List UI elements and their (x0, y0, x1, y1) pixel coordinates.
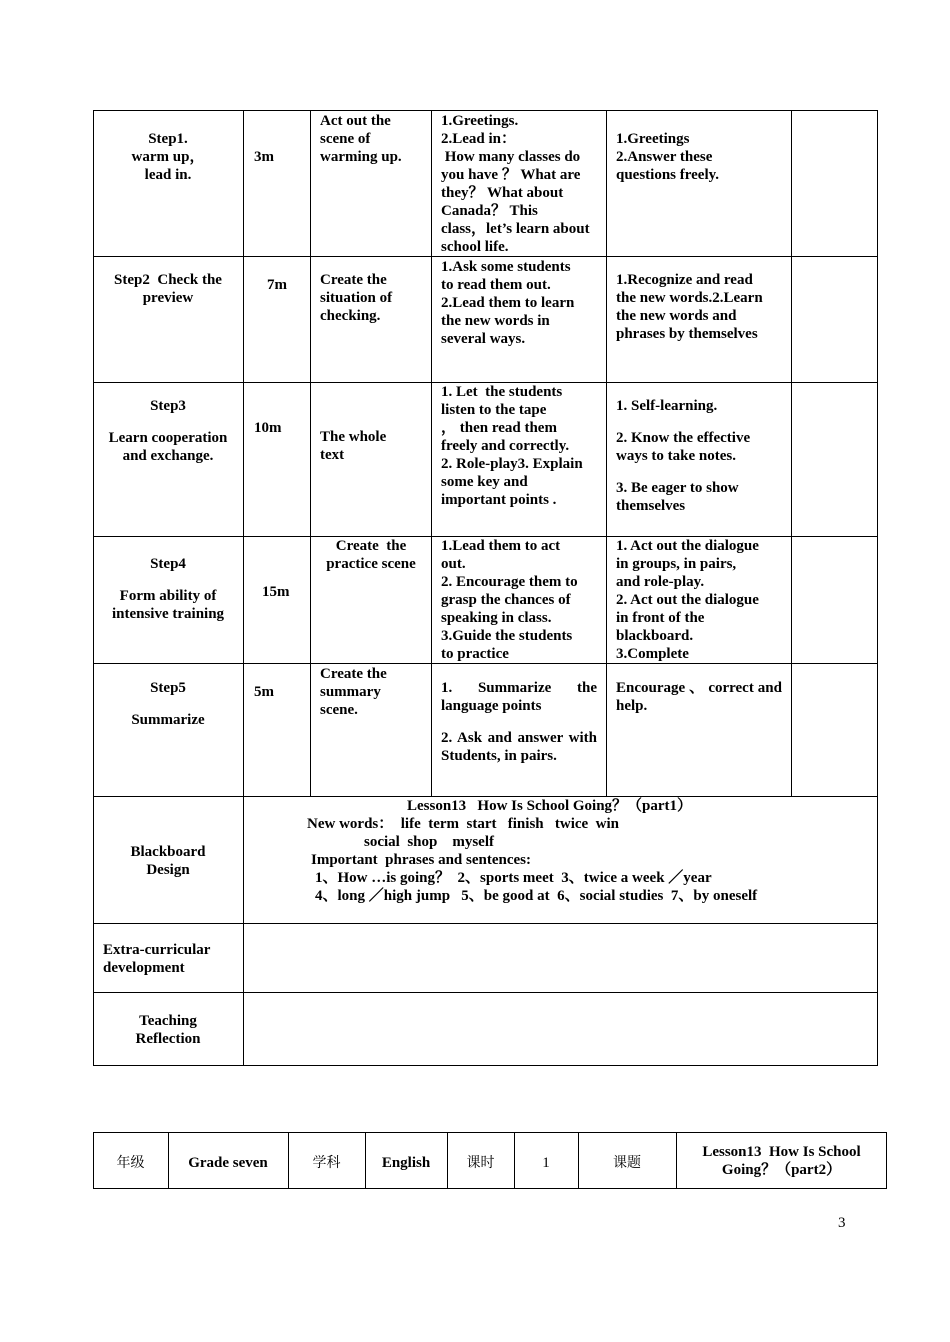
step1-activity: Act out the scene of warming up. (320, 113, 402, 165)
col-divider (243, 110, 244, 1066)
col-divider (606, 110, 607, 796)
row-divider (93, 923, 878, 924)
col-divider (791, 110, 792, 796)
step2-teacher: 1.Ask some students to read them out. 2.Lead them to learn the new words in several ways. (441, 259, 575, 347)
row-divider (93, 256, 878, 257)
col-divider (310, 110, 311, 796)
step1-students: 1.Greetings 2.Answer these questions freely. (616, 131, 720, 183)
extra-curricular-label: Extra-curricular development (103, 942, 211, 976)
period-label: 课时 (466, 1155, 495, 1171)
col-divider (431, 110, 432, 796)
step2-time: 7m (267, 277, 287, 293)
step2-label: Step2 Check the preview (114, 272, 222, 306)
grade-value: Grade seven (188, 1155, 268, 1171)
step2-activity: Create the situation of checking. (320, 272, 393, 324)
blackboard-label: Blackboard Design (130, 844, 206, 878)
step2-students: 1.Recognize and read the new words.2.Learn the new words and phrases by themselves (616, 272, 763, 342)
step4-activity: Create the practice scene (326, 538, 416, 572)
teaching-reflection-label: Teaching Reflection (135, 1013, 201, 1047)
step3-time: 10m (254, 420, 282, 436)
step5-label: Step5 Summarize (131, 680, 205, 728)
subject-value: English (381, 1155, 431, 1171)
step4-teacher: 1.Lead them to act out. 2. Encourage them to grasp the chances of speaking in class. 3.Guide the students to practice (441, 538, 578, 662)
topic-value: Lesson13 How Is School Going？（part2） (702, 1144, 861, 1178)
row-divider (93, 992, 878, 993)
step1-time: 3m (254, 149, 274, 165)
blackboard-content: Lesson13 How Is School Going？（part1） New words： life term start finish twice win social shop myself Important phrases and sentences: 1、How …is going？ 2、sports meet 3、twice a week ／year 4、long ／high jump 5、be good at 6、social studies 7、by oneself (307, 798, 758, 904)
step3-students: 1. Self-learning. 2. Know the effective ways to take notes. 3. Be eager to show themselves (616, 398, 751, 514)
step3-label: Step3 Learn cooperation and exchange. (108, 398, 228, 464)
step4-time: 15m (262, 584, 290, 600)
step3-activity: The whole text (320, 429, 387, 463)
step5-activity: Create the summary scene. (320, 666, 387, 718)
row-divider (93, 663, 878, 664)
step5-time: 5m (254, 684, 274, 700)
period-value: 1 (542, 1155, 550, 1171)
step5-students: Encourage 、 correct and help. (616, 680, 782, 714)
step4-label: Step4 Form ability of intensive training (111, 556, 225, 622)
step4-students: 1. Act out the dialogue in groups, in pairs, and role-play. 2. Act out the dialogue in front of the blackboard. 3.Complete (616, 538, 759, 662)
step3-teacher: 1. Let the students listen to the tape ， then read them freely and correctly. 2. Role-play3. Explain some key and important points . (441, 384, 583, 508)
page-number: 3 (838, 1215, 846, 1231)
topic-label: 课题 (613, 1155, 641, 1171)
subject-label: 学科 (312, 1155, 341, 1171)
step1-label: Step1. warm up， lead in. (131, 131, 205, 183)
step5-teacher: 1. Summarize the language points 2. Ask and answer with Students, in pairs. (441, 680, 597, 764)
grade-label: 年级 (116, 1155, 145, 1171)
step1-teacher: 1.Greetings. 2.Lead in： How many classes do you have ？ What are they？ What about Canada？ This class，let’s learn about school life. (441, 113, 590, 255)
